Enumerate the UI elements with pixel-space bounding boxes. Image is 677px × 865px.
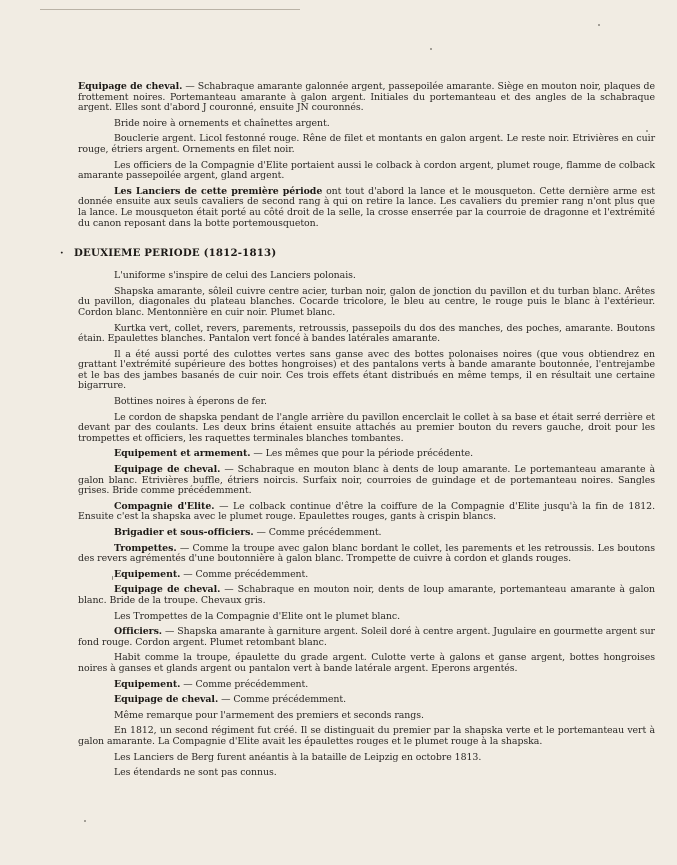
paragraph — [78, 695, 655, 706]
paragraph-text: — Le colback continue d'être la coiffure de la Compagnie d'Elite jusqu'à la fin de 1812. Ensuite c'est la shapska avec le plumet rouge. Epaulettes rouges, gants à crispin blancs. — [78, 500, 656, 523]
paragraph-text: Les étendards ne sont pas connus. — [114, 767, 277, 779]
paragraph-text: Bottines noires à éperons de fer. — [114, 396, 267, 408]
paragraph-lead: Equipement et armement. — [114, 448, 251, 460]
paragraph — [78, 449, 655, 460]
paragraph-text: ont tout d'abord la lance et le mousqueton. Cette dernière arme est donnée ensuite aux seuls cavaliers de second rang à qui on retire la lance. Les cavaliers du premier rang n'ont plus que la lance. Le mousqueton était porté au côté droit de la selle, la crosse enserrée par la courroie de dragonne et l'extrémité du canon reposant dans la botte portemousqueton. — [78, 185, 656, 229]
scan-speck — [84, 820, 86, 822]
paragraph-lead: Equipage de cheval. — [114, 694, 219, 706]
paragraph-lead: Equipement. — [114, 678, 181, 690]
paragraph — [78, 397, 655, 408]
paragraph-text: L'uniforme s'inspire de celui des Lanciers polonais. — [114, 270, 356, 282]
paragraph — [78, 413, 655, 445]
paragraph-text: Il a été aussi porté des culottes vertes sans ganse avec des bottes polonaises noires (que vous obtiendrez en grattant l'extrémité supérieure des bottes hongroises) et des pantalons verts à bande amarante boutonnée, l'entrejambe et le bas des jambes basanés de cuir noir. Ces trois effets étant distribués en même temps, il en résultait une certaine bigarrure. — [78, 348, 655, 392]
scan-speck — [646, 130, 648, 132]
section-heading — [60, 247, 655, 259]
top-scan-line — [40, 9, 300, 10]
paragraph-text: Bouclerie argent. Licol festonné rouge. Rêne de filet et montants en galon argent. Le reste noir. Etrivières en cuir rouge, étriers argent. Ornements en filet noir. — [78, 133, 655, 155]
paragraph — [78, 271, 655, 282]
paragraph-text: — Schabraque amarante galonnée argent, passepoilée amarante. Siège en mouton noir, plaques de frottement noires. Portemanteau amarante à galon argent. Initiales du portemanteau et des angles de la schabraque argent. Elles sont d'abord J couronné, ensuite JN couronnés. — [78, 81, 655, 114]
paragraph — [78, 82, 655, 114]
paragraph — [78, 627, 655, 648]
paragraph — [78, 680, 655, 691]
paragraph-text: Kurtka vert, collet, revers, parements, retroussis, passepoils du dos des manches, des poches, amarante. Boutons étain. Epaulettes blanches. Pantalon vert foncé à bandes latérales amarante. — [78, 322, 655, 345]
paragraph-text: Même remarque pour l'armement des premiers et seconds rangs. — [114, 709, 424, 721]
paragraph-lead: Equipage de cheval. — [114, 464, 221, 476]
paragraph-text: — Schabraque en mouton blanc à dents de loup amarante. Le portemanteau amarante à galon blanc. Etrivières buffle, étriers noircis. Surfaix noir, courroies de guindage et de portemanteau noires. Sangles grises. Bride comme précédemment. — [78, 464, 655, 497]
paragraph — [78, 544, 655, 565]
paragraph-text: Shapska amarante, sôleil cuivre centre acier, turban noir, galon de jonction du pavillon et du turban blanc. Arêtes du pavillon, diagonales du plateau blanches. Cocarde tricolore, le bleu au centre, le rouge puis le blanc à l'extérieur. Cordon blanc. Mentonnière en cuir noir. Plumet blanc. — [78, 285, 655, 318]
paragraph-lead: Les Lanciers de cette première période — [114, 185, 323, 197]
paragraph-lead: Equipage de cheval. — [78, 81, 183, 92]
paragraph — [78, 753, 655, 764]
paragraph-text: — Comme précédemment. — [180, 678, 309, 690]
paragraph-text: — Les mêmes que pour la période précédente. — [250, 448, 474, 460]
paragraph — [78, 653, 655, 674]
paragraph — [78, 502, 655, 523]
body-section — [78, 271, 655, 779]
paragraph-lead: Compagnie d'Elite. — [114, 500, 215, 512]
paragraph — [78, 350, 655, 392]
paragraph-text: Bride noire à ornements et chaînettes argent. — [114, 117, 330, 129]
scan-speck — [598, 24, 600, 26]
paragraph-lead: Trompettes. — [114, 542, 177, 554]
paragraph — [78, 726, 655, 747]
paragraph — [78, 324, 655, 345]
paragraph — [78, 187, 655, 229]
paragraph — [78, 528, 655, 539]
paragraph — [78, 768, 655, 779]
paragraph-text: — Comme précédemment. — [253, 527, 382, 538]
paragraph — [78, 612, 655, 623]
paragraph — [78, 570, 655, 581]
paragraph — [78, 287, 655, 319]
paragraph-text: Le cordon de shapska pendant de l'angle arrière du pavillon encerclait le collet à sa base et était serré derrière et devant par des coulants. Les deux brins étaient ensuite attachés au premier bouton du revers gauche, droit pour les trompettes et officiers, les raquettes terminales blanches tombantes. — [78, 411, 655, 444]
paragraph — [78, 134, 655, 155]
section-heading-text: DEUXIEME PERIODE (1812-1813) — [74, 247, 277, 260]
scan-speck — [112, 576, 113, 580]
paragraph-lead: Equipement. — [114, 568, 181, 580]
paragraph-text: Les Trompettes de la Compagnie d'Elite ont le plumet blanc. — [114, 610, 401, 622]
intro-section — [78, 82, 655, 229]
paragraph-text: — Comme précédemment. — [218, 694, 347, 706]
bullet-mark: · — [60, 247, 64, 260]
paragraph-text: Les Lanciers de Berg furent anéantis à la bataille de Leipzig en octobre 1813. — [114, 751, 482, 763]
paragraph-text: — Schabraque en mouton noir, dents de loup amarante, portemanteau amarante à galon blanc. Bride de la troupe. Chevaux gris. — [78, 584, 655, 606]
paragraph-lead: Brigadier et sous-officiers. — [114, 527, 254, 538]
paragraph-text: — Comme la troupe avec galon blanc bordant le collet, les parements et les retroussis. Les boutons des revers agrémentés d'une boutonnière à galon blanc. Trompette de cuivre à cordon et glands rouges. — [78, 542, 655, 565]
paragraph — [78, 465, 655, 497]
paragraph — [78, 119, 655, 130]
paragraph-text: Les officiers de la Compagnie d'Elite portaient aussi le colback à cordon argent, plumet rouge, flamme de colback amarante passepoilée argent, gland argent. — [78, 159, 655, 182]
paragraph-text: Habit comme la troupe, épaulette du grade argent. Culotte verte à galons et ganse argent, bottes hongroises noires à ganses et glands argent ou pantalon vert à bande latérale argent. Eperons argentés. — [78, 652, 655, 674]
paragraph-text: — Comme précédemment. — [180, 568, 309, 580]
paragraph — [78, 585, 655, 606]
scan-speck — [430, 48, 432, 50]
paragraph — [78, 161, 655, 182]
paragraph-lead: Equipage de cheval. — [114, 584, 221, 596]
paragraph-text: En 1812, un second régiment fut créé. Il se distinguait du premier par la shapska verte et le portemanteau vert à galon amarante. La Compagnie d'Elite avait les épaulettes rouges et le plumet rouge à la shapska. — [78, 725, 655, 747]
paragraph-lead: Officiers. — [114, 626, 163, 638]
paragraph — [78, 711, 655, 722]
paragraph-text: — Shapska amarante à garniture argent. Soleil doré à centre argent. Jugulaire en gourmette argent sur fond rouge. Cordon argent. Plumet retombant blanc. — [78, 626, 655, 648]
